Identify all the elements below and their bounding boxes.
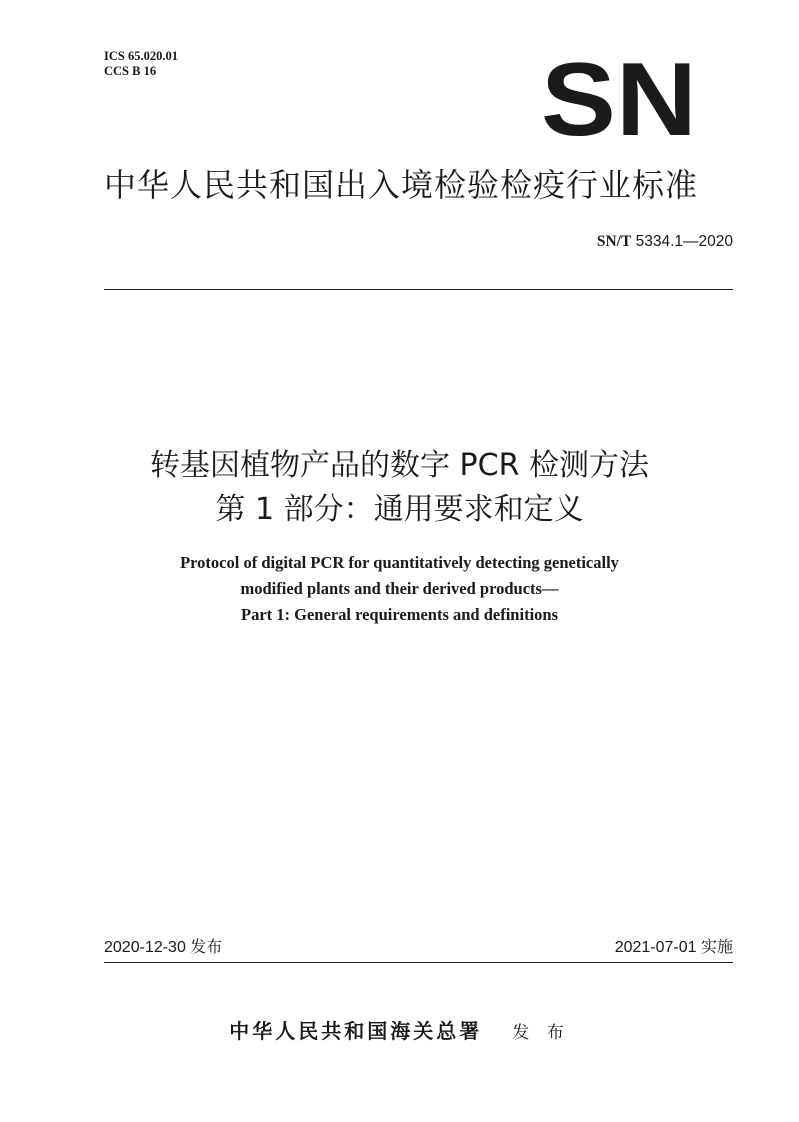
standard-prefix: SN/T <box>596 233 632 250</box>
title-zh-line1: 转基因植物产品的数字 PCR 检测方法 <box>150 448 649 483</box>
publisher <box>0 1015 799 1044</box>
classification-codes <box>104 49 178 79</box>
ics-code: ICS 65.020.01 <box>104 49 178 63</box>
org-title: 中华人民共和国出入境检验检疫行业标准 <box>104 166 699 204</box>
publisher-action: 发 布 <box>512 1023 570 1043</box>
sn-logo <box>540 57 698 137</box>
header-divider <box>104 289 733 290</box>
footer-divider <box>104 962 733 963</box>
ccs-code: CCS B 16 <box>104 64 157 78</box>
issue-date: 2020-12-30 发布 <box>104 939 223 956</box>
title-zh-line2: 第 1 部分：通用要求和定义 <box>215 492 584 527</box>
title-en-line3: Part 1: General requirements and definitions <box>241 605 558 624</box>
publisher-name: 中华人民共和国海关总署 <box>229 1019 483 1043</box>
standard-number <box>597 233 733 251</box>
sn-logo-text: SN <box>541 57 697 137</box>
standard-code: 5334.1—2020 <box>635 233 733 250</box>
title-en-line2: modified plants and their derived products— <box>240 579 559 598</box>
implement-date: 2021-07-01 实施 <box>614 939 733 956</box>
title-en-line1: Protocol of digital PCR for quantitatively detecting genetically <box>180 553 619 572</box>
